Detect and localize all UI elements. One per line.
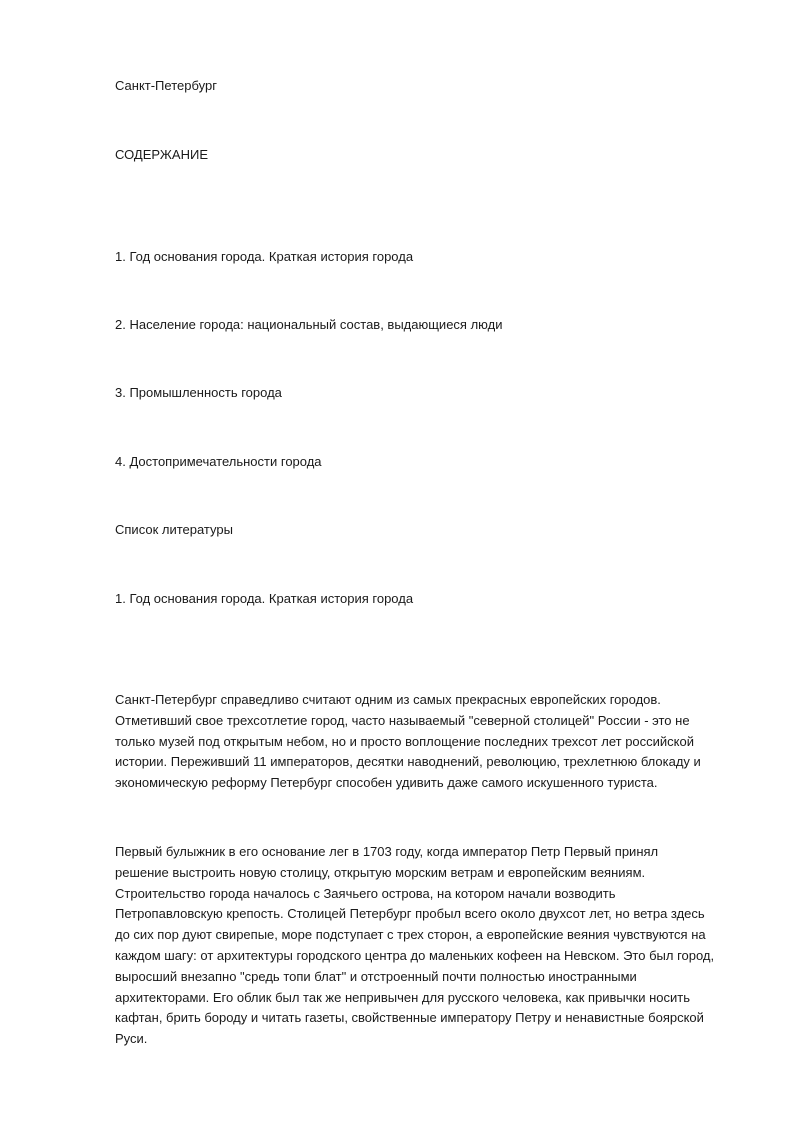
document-title: Санкт-Петербург [115,78,217,93]
toc-item-bibliography: Список литературы [115,522,233,537]
body-paragraph-2: Первый булыжник в его основание лег в 1703 году, когда император Петр Первый принял решение выстроить новую столицу, открытую морским ветрам и европейским веяниям. Строительство города началось с Заячьего острова, на котором начали возводить Петропавловскую крепость. Столицей Петербург пробыл всего около двухсот лет, но ветра здесь до сих пор дуют свирепые, море подступает с трех сторон, а европейские веяния чувствуются на каждом шагу: от архитектуры городского центра до маленьких кофеен на Невском. Это был город, выросший внезапно "средь топи блат" и отстроенный почти полностью иностранными архитекторами. Его облик был так же непривычен для русского человека, как привычки носить кафтан, брить бороду и читать газеты, свойственные императору Петру и ненавистные боярской Руси. [115,844,715,1047]
body-paragraph-1: Санкт-Петербург справедливо считают одним из самых прекрасных европейских городов. Отметивший свое трехсотлетие город, часто называемый "северной столицей" России - это не только музей под открытым небом, но и просто воплощение последних трехсот лет российской истории. Переживший 11 императоров, десятки наводнений, революцию, трехлетнюю блокаду и экономическую реформу Петербург способен удивить даже самого искушенного туриста. [115,692,701,791]
toc-item-1: 1. Год основания города. Краткая история города [115,249,414,264]
toc-heading: СОДЕРЖАНИЕ [115,147,209,162]
toc-item-3: 3. Промышленность города [115,385,282,400]
toc-item-2: 2. Население города: национальный состав, выдающиеся люди [115,317,503,332]
section-heading: 1. Год основания города. Краткая история города [115,591,414,606]
toc-item-4: 4. Достопримечательности города [115,454,322,469]
